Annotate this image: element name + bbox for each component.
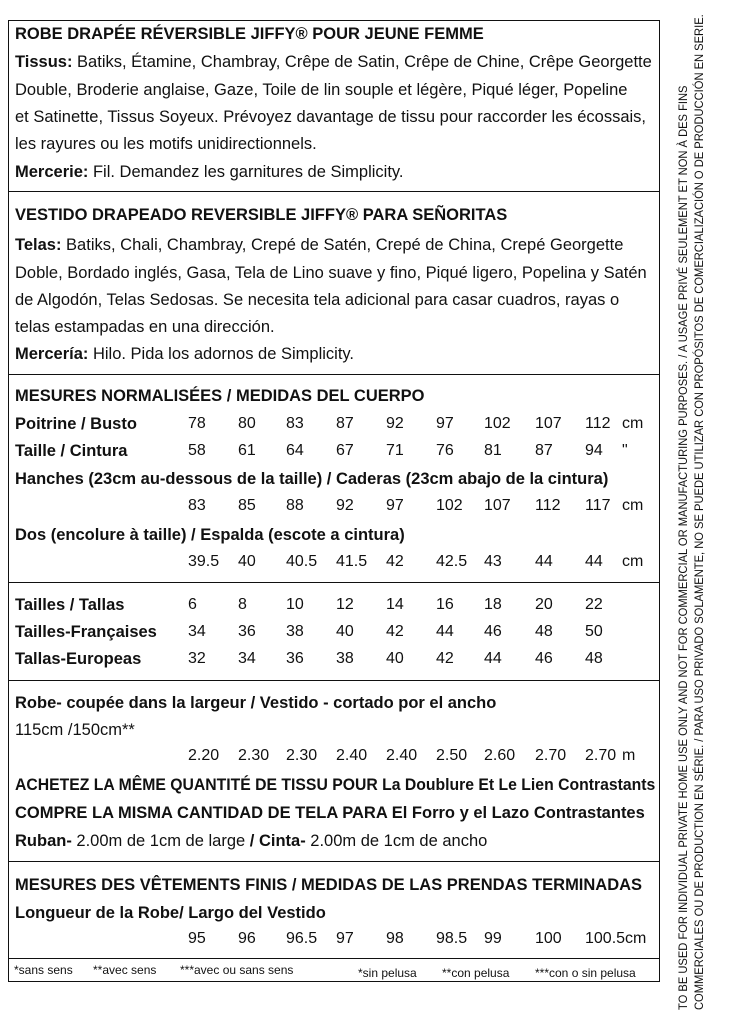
size-label: Tailles / Tallas [15,596,125,614]
table-cell: 100 [535,930,562,947]
table-cell: 2.30 [238,747,270,764]
table-cell: 22 [585,596,603,613]
table-cell: 2.30 [286,747,318,764]
dress-length-label: Longueur de la Robe/ Largo del Vestido [15,904,326,922]
table-cell: 100.5cm [585,930,647,947]
divider [8,582,660,583]
table-cell: 2.70 [535,747,567,764]
table-cell: 99 [484,930,502,947]
footnote-es-3: ***con o sin pelusa [535,966,636,980]
table-cell: 112 [535,497,561,514]
table-cell: 2.50 [436,747,468,764]
table-cell: 98.5 [436,930,468,947]
es-notions: Mercería: Hilo. Pida los adornos de Simplicity. [15,345,355,363]
table-cell: 41.5 [336,553,368,570]
es-fabric-line-1: Telas: Batiks, Chali, Chambray, Crepé de Satén, Crepé de China, Crepé Georgette [15,236,624,254]
fr-notions-label: Mercerie: [15,163,89,181]
table-cell: 96.5 [286,930,318,947]
table-cell: 2.20 [188,747,220,764]
table-cell: cm [622,415,644,432]
table-cell: cm [622,497,644,514]
table-cell: 71 [386,442,404,459]
dress-yardage-label: Robe- coupée dans la largeur / Vestido - cortado por el ancho [15,694,497,712]
fr-notions: Mercerie: Fil. Demandez les garnitures de Simplicity. [15,163,404,181]
table-cell: 96 [238,930,256,947]
table-cell: 16 [436,596,454,613]
table-cell: 6 [188,596,197,613]
table-cell: 48 [585,650,603,667]
table-cell: 44 [585,553,603,570]
legal-line-1: TO BE USED FOR INDIVIDUAL PRIVATE HOME USE ONLY AND NOT FOR COMMERCIAL OR MANUFACTURING PURPOSES. / A USAGE PRIVÉ SEULEMENT ET NON À DES FINS [676,85,690,1010]
table-cell: 34 [238,650,256,667]
divider [8,374,660,375]
table-cell: 8 [238,596,247,613]
table-cell: 2.40 [386,747,418,764]
table-cell: " [622,442,628,459]
table-cell: 67 [336,442,354,459]
table-cell: 92 [386,415,404,432]
fr-fabric-line-1: Tissus: Batiks, Étamine, Chambray, Crêpe de Satin, Crêpe de Chine, Crêpe Georgette [15,53,652,71]
fr-fabric-label: Tissus: [15,53,73,71]
divider [8,861,660,862]
table-cell: 87 [535,442,553,459]
table-cell: 42 [386,623,404,640]
table-cell: 98 [386,930,404,947]
table-cell: 76 [436,442,454,459]
same-quantity-fr: ACHETEZ LA MÊME QUANTITÉ DE TISSU POUR La Doublure Et Le Lien Contrastants [15,776,656,794]
table-cell: 87 [336,415,354,432]
ribbon-label: Ruban- [15,832,72,850]
table-cell: 64 [286,442,304,459]
table-cell: 44 [535,553,553,570]
table-cell: 40.5 [286,553,318,570]
table-cell: 97 [336,930,354,947]
footnote-es-2: **con pelusa [442,966,510,980]
table-cell: 36 [286,650,304,667]
table-cell: 102 [436,497,463,514]
hip-label: Hanches (23cm au-dessous de la taille) / Caderas (23cm abajo de la cintura) [15,470,609,488]
table-cell: cm [622,553,644,570]
table-cell: 92 [336,497,354,514]
table-cell: 97 [386,497,404,514]
table-cell: 18 [484,596,502,613]
table-cell: 50 [585,623,603,640]
same-quantity-es: COMPRE LA MISMA CANTIDAD DE TELA PARA El Forro y el Lazo Contrastantes [15,804,645,822]
table-cell: 32 [188,650,206,667]
table-cell: 107 [484,497,511,514]
table-cell: 44 [436,623,454,640]
euro-size-label: Tallas-Europeas [15,650,142,668]
table-cell: 14 [386,596,404,613]
table-cell: 83 [188,497,206,514]
table-cell: 34 [188,623,206,640]
fr-title: ROBE DRAPÉE RÉVERSIBLE JIFFY® POUR JEUNE FEMME [15,25,484,43]
table-cell: 83 [286,415,304,432]
table-cell: 107 [535,415,562,432]
table-cell: 58 [188,442,206,459]
es-notions-label: Mercería: [15,345,89,363]
fr-fabric-line-3: et Satinette, Tissus Soyeux. Prévoyez davantage de tissu pour raccorder les écossais, [15,108,646,126]
finished-measurements-title: MESURES DES VÊTEMENTS FINIS / MEDIDAS DE LAS PRENDAS TERMINADAS [15,876,643,894]
fr-fabric-line-2: Double, Broderie anglaise, Gaze, Toile de lin souple et légère, Piqué léger, Popeline [15,81,628,99]
footnote-fr-2: **avec sens [93,963,157,977]
footnote-es-1: *sin pelusa [358,966,417,980]
table-cell: 40 [336,623,354,640]
back-label: Dos (encolure à taille) / Espalda (escote a cintura) [15,526,405,544]
table-cell: 42 [386,553,404,570]
table-cell: 85 [238,497,256,514]
table-cell: 81 [484,442,502,459]
table-cell: 42 [436,650,454,667]
body-measurements-title: MESURES NORMALISÉES / MEDIDAS DEL CUERPO [15,387,425,405]
table-cell: 39.5 [188,553,220,570]
footnote-fr-3: ***avec ou sans sens [180,963,294,977]
table-cell: 117 [585,497,611,514]
table-cell: 2.60 [484,747,516,764]
table-cell: 61 [238,442,256,459]
legal-notice [675,14,707,1011]
table-cell: 38 [286,623,304,640]
table-cell: 112 [585,415,611,432]
table-cell: 48 [535,623,553,640]
table-cell: 12 [336,596,354,613]
divider [8,958,660,959]
table-cell: 43 [484,553,502,570]
french-size-label: Tailles-Françaises [15,623,157,641]
table-cell: 20 [535,596,553,613]
table-cell: 40 [386,650,404,667]
es-title: VESTIDO DRAPEADO REVERSIBLE JIFFY® PARA SEÑORITAS [15,206,508,224]
table-cell: 38 [336,650,354,667]
es-fabric-line-4: telas estampadas en una dirección. [15,318,275,336]
table-cell: 97 [436,415,454,432]
fr-fabric-line-4: les rayures ou les motifs unidirectionnels. [15,135,317,153]
table-cell: 2.40 [336,747,368,764]
bust-label: Poitrine / Busto [15,415,137,433]
table-cell: m [622,747,636,764]
table-cell: 94 [585,442,603,459]
table-cell: 2.70 [585,747,617,764]
es-fabric-line-3: de Algodón, Telas Sedosas. Se necesita tela adicional para casar cuadros, rayas o [15,291,620,309]
table-cell: 10 [286,596,304,613]
fabric-width: 115cm /150cm** [15,721,135,739]
table-cell: 40 [238,553,256,570]
es-fabric-label: Telas: [15,236,62,254]
footnote-fr-1: *sans sens [14,963,73,977]
table-cell: 95 [188,930,206,947]
table-cell: 46 [484,623,502,640]
divider [8,191,660,192]
table-cell: 44 [484,650,502,667]
ribbon-line: Ruban- 2.00m de 1cm de large / Cinta- 2.00m de 1cm de ancho [15,832,488,850]
table-cell: 42.5 [436,553,468,570]
cinta-label: Cinta- [254,832,306,850]
table-cell: 80 [238,415,256,432]
table-cell: 78 [188,415,206,432]
table-cell: 102 [484,415,511,432]
table-cell: 88 [286,497,304,514]
legal-line-2: COMMERCIALES OU DE PRODUCTION EN SÉRIE. / PARA USO PRIVADO SOLAMENTE, NO SE PUEDE UTILIZAR CON PROPÓSITOS DE COMERCIALIZACIÓN O DE PRODUCCIÓN EN SERIE. [692,14,706,1011]
table-cell: 36 [238,623,256,640]
table-cell: 46 [535,650,553,667]
es-fabric-line-2: Doble, Bordado inglés, Gasa, Tela de Lino suave y fino, Piqué ligero, Popelina y Satén [15,264,647,282]
waist-label: Taille / Cintura [15,442,128,460]
divider [8,680,660,681]
